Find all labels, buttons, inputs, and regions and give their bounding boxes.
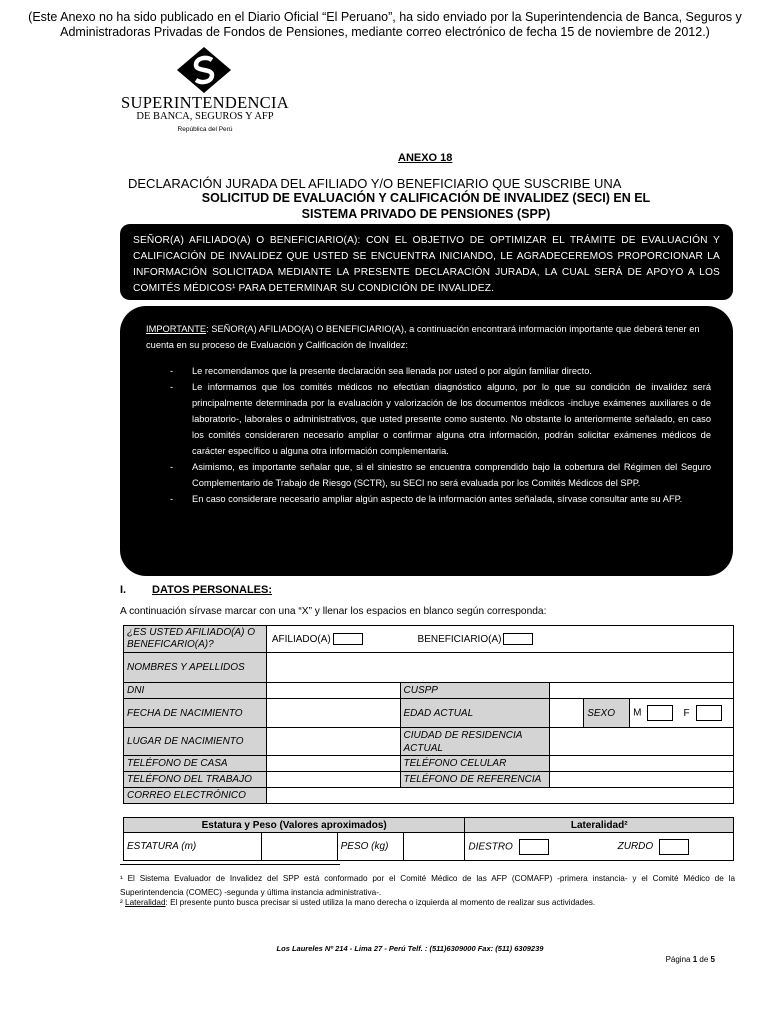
ref-phone-label: TELÉFONO DE REFERENCIA [400,772,550,788]
names-field[interactable] [266,653,733,683]
form-instruction: A continuación sírvase marcar con una “X” y llenar los espacios en blanco según corresponda: [120,606,547,617]
home-phone-label: TELÉFONO DE CASA [124,756,267,772]
header-note: (Este Anexo no ha sido publicado en el Diario Oficial “El Peruano”, ha sido enviado por la Superintendencia de Banca, Seguros y Administradoras Privadas de Fondos de Pensiones, mediante correo electrónico de fecha 15 de noviembre de 2012.) [28,10,742,39]
footnote-1: ¹ El Sistema Evaluador de Invalidez del SPP está conformado por el Comité Médico de las AFP (COMAFP) -primera instancia- y el Comité Médico de la Superintendencia (COMEC) -segunda y última instancia administrativa-. [120,874,735,897]
sex-m-label: M [633,707,642,719]
dni-label: DNI [124,683,267,699]
footnote-2-label: Lateralidad [125,898,166,907]
work-phone-label: TELÉFONO DEL TRABAJO [124,772,267,788]
sbs-logo-icon [176,46,232,94]
ref-phone-field[interactable] [550,772,734,788]
section-title: DATOS PERSONALES: [152,584,272,596]
physical-table [123,817,734,861]
page-total: 5 [710,955,715,964]
q-affiliate-label: ¿ES USTED AFILIADO(A) O BENEFICARIO(A)? [124,626,267,653]
footnote-2-text: : El presente punto busca precisar si usted utiliza la mano derecha o izquierda al momento de realizar sus actividades. [165,898,596,907]
age-field[interactable] [550,699,584,728]
footnote-2 [120,898,735,907]
important-bullet: - Le informamos que los comités médicos no efectúan diagnóstico alguno, por lo que su condición de invalidez será principalmente determinada por la evaluación y valorización de los documentos médicos -incluye exámenes auxiliares o de laboratorio-, laborales o administrativos, que usted presente como sustento. No obstante lo anteriormente señalado, en caso los comités consideraren necesario ampliar o confirmar alguna otra información, podrán solicitar exámenes médicos de carácter específico u alguna otra información complementaria. [146,379,711,459]
important-list [146,363,711,507]
sex-f-checkbox[interactable] [696,705,722,721]
sex-choice-cell [630,699,734,728]
important-intro [146,321,711,353]
important-bullet: - Le recomendamos que la presente declaración sea llenada por usted o por algún familiar directo. [146,363,711,379]
personal-data-table [123,625,734,804]
physical-header-right: Lateralidad² [465,818,734,833]
org-country: República del Perú [177,126,233,133]
right-checkbox[interactable] [519,839,549,855]
birthplace-label: LUGAR DE NACIMIENTO [124,728,267,756]
page-current: 1 [692,955,698,964]
sex-f-label: F [683,707,690,719]
right-label: DIESTRO [468,841,513,853]
birth-field[interactable] [266,699,400,728]
org-subtitle: DE BANCA, SEGUROS Y AFP [136,111,274,122]
important-label: IMPORTANTE [146,324,207,334]
doc-title-line1: DECLARACIÓN JURADA DEL AFILIADO Y/O BENEFICIARIO QUE SUSCRIBE UNA [128,176,622,191]
sex-label: SEXO [584,699,630,728]
org-name: SUPERINTENDENCIA [121,93,289,112]
page-of: de [699,955,709,964]
home-phone-field[interactable] [266,756,400,772]
cell-phone-field[interactable] [550,756,734,772]
email-label: CORREO ELECTRÓNICO [124,788,267,804]
work-phone-field[interactable] [266,772,400,788]
opt-affiliate-label: AFILIADO(A) [271,633,331,645]
weight-label: PESO (kg) [337,833,403,861]
important-block [120,306,733,576]
affiliate-checkbox[interactable] [333,633,363,645]
affiliate-choice-cell [266,626,733,653]
cuspp-field[interactable] [550,683,734,699]
weight-field[interactable] [403,833,465,861]
residence-field[interactable] [550,728,734,756]
age-label: EDAD ACTUAL [400,699,550,728]
important-bullet: - En caso considerare necesario ampliar algún aspecto de la información antes señalada, sírvase consultar ante su AFP. [146,491,711,507]
beneficiary-checkbox[interactable] [503,633,533,645]
birth-label: FECHA DE NACIMIENTO [124,699,267,728]
email-field[interactable] [266,788,733,804]
footnote-2-mark: ² [120,898,123,907]
birthplace-field[interactable] [266,728,400,756]
sex-m-checkbox[interactable] [647,705,673,721]
physical-header-left: Estatura y Peso (Valores aproximados) [124,818,465,833]
footer-address: Los Laureles Nº 214 - Lima 27 - Perú Telf. : (511)6309000 Fax: (511) 6309239 [276,944,544,953]
doc-title-line3: SISTEMA PRIVADO DE PENSIONES (SPP) [301,207,551,221]
important-bullet: - Asimismo, es importante señalar que, si el siniestro se encuentra comprendido bajo la cobertura del Régimen del Seguro Complementario de Trabajo de Riesgo (SCTR), su SECI no será evaluada por los Comités Médicos del SPP. [146,459,711,491]
dni-field[interactable] [266,683,400,699]
footnote-divider [120,864,340,865]
annex-title: ANEXO 18 [398,152,453,164]
opt-beneficiary-label: BENEFICIARIO(A) [417,633,502,645]
laterality-cell [465,833,734,861]
height-label: ESTATURA (m) [124,833,262,861]
cuspp-label: CUSPP [400,683,550,699]
doc-title-line2: SOLICITUD DE EVALUACIÓN Y CALIFICACIÓN DE INVALIDEZ (SECI) EN EL [201,191,651,205]
section-number: I. [120,584,127,596]
names-label: NOMBRES Y APELLIDOS [124,653,267,683]
cell-phone-label: TELÉFONO CELULAR [400,756,550,772]
page-number [600,955,715,964]
left-label: ZURDO [617,841,654,853]
page-word: Página [665,955,691,964]
residence-label: CIUDAD DE RESIDENCIA ACTUAL [400,728,550,756]
height-field[interactable] [261,833,337,861]
left-checkbox[interactable] [659,839,689,855]
intro-block: SEÑOR(A) AFILIADO(A) O BENEFICIARIO(A): CON EL OBJETIVO DE OPTIMIZAR EL TRÁMITE DE EVALUACIÓN Y CALIFICACIÓN DE INVALIDEZ QUE USTED SE ENCUENTRA INICIANDO, LE AGRADECEREMOS PROPORCIONAR LA INFORMACIÓN SOLICITADA MEDIANTE LA PRESENTE DECLARACIÓN JURADA, LA CUAL SERÁ DE APOYO A LOS COMITÉS MÉDICOS¹ PARA DETERMINAR SU CONDICIÓN DE INVALIDEZ. [120,224,733,300]
important-text: : SEÑOR(A) AFILIADO(A) O BENEFICIARIO(A), a continuación encontrará información importante que deberá tener en cuenta en su proceso de Evaluación y Calificación de Invalidez: [146,324,700,350]
section-heading [120,584,272,596]
